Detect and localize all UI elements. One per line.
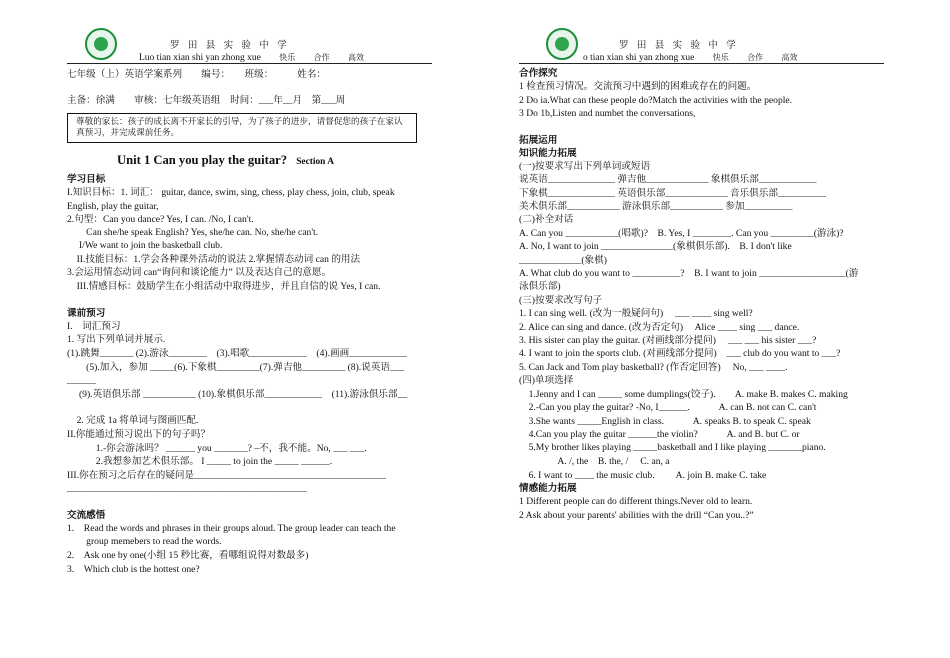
ext-subheading: 知识能力拓展: [519, 148, 577, 159]
meta-line-1: 七年级（上）英语学案系列 编号： 班级： 姓名：: [67, 69, 327, 80]
school-logo-icon: [85, 28, 117, 60]
preview-line: (5).加入，参加 _____(6).下象棋_________(7).弹吉他_________ (8).说英语___: [67, 362, 405, 373]
preview-line: II.你能通过预习说出下的句子吗？: [67, 429, 211, 440]
header-rule: [519, 63, 884, 64]
unit-title-text: Unit 1 Can you play the guitar?: [117, 153, 288, 167]
preview-line: III.你在预习之后存在的疑问是________________________________________: [67, 470, 386, 481]
goal-line: Can she/he speak English? Yes, she/he can. No, she/he can't.: [67, 227, 319, 238]
goal-line: II.技能目标：1.学会各种课外活动的说法 2.掌握情态动词 can 的用法: [67, 254, 361, 265]
ext-line: 美术俱乐部___________ 游泳俱乐部___________ 参加__________: [519, 201, 793, 212]
school-pinyin: [139, 52, 364, 63]
section-label: Section A: [296, 157, 334, 167]
coop-heading: 合作探究: [519, 68, 558, 79]
preview-line: 1. 写出下列单词并展示.: [67, 334, 166, 345]
preview-line: 2. 完成 1a 将单词与图画匹配.: [67, 415, 199, 426]
ext-line: 3. His sister can play the guitar. (对画线部分提问) ___ ___ his sister ___?: [519, 335, 817, 346]
ext-line: 5.My brother likes playing _____basketball and I like playing _______piano.: [519, 442, 826, 453]
ext-line: 4.Can you play the guitar ______the violin? A. and B. but C. or: [519, 429, 800, 440]
coop-line: 2 Do ia.What can these people do?Match the activities with the people.: [519, 95, 793, 106]
emo-heading: 情感能力拓展: [519, 483, 577, 494]
pinyin-text: o tian xian shi yan zhong xue: [583, 53, 695, 63]
ext-line: 5. Can Jack and Tom play basketball? (作否定回答) No, ___ ____.: [519, 362, 788, 373]
ext-line: 6. I want to ____ the music club. A. join B. make C. take: [519, 470, 767, 481]
ext-heading: 拓展运用: [519, 135, 558, 146]
exchange-line: 3. Which club is the hottest one?: [67, 564, 200, 575]
ext-line: (四)单项选择: [519, 375, 574, 386]
ext-line: _____________(象棋): [519, 255, 607, 266]
exchange-heading: 交流感悟: [67, 510, 106, 521]
ext-line: 下象棋______________ 英语俱乐部_____________ 音乐俱乐部__________: [519, 188, 826, 199]
ext-line: (三)按要求改写句子: [519, 295, 603, 306]
preview-line: ______: [67, 375, 96, 386]
emo-line: 1 Different people can do different things.Never old to learn.: [519, 496, 753, 507]
ext-line: 说英语______________ 弹吉他_____________ 象棋俱乐部____________: [519, 174, 817, 185]
ext-line: A. No, I want to join _______________(象棋俱乐部). B. I don't like: [519, 241, 792, 252]
meta-line-2: 主备：徐满 审核：七年级英语组 时间：___年__月 第___周: [67, 95, 346, 106]
ext-line: A. /, the B. the, / C. an, a: [519, 456, 670, 467]
ext-line: A. Can you ___________(唱歌)? B. Yes, I ________. Can you _________(游泳)?: [519, 228, 844, 239]
preview-heading: 课前预习: [67, 308, 106, 319]
exchange-line: 2. Ask one by one(小组 15 秒比赛，看哪组说得对数最多): [67, 550, 309, 561]
left-page: [67, 0, 432, 575]
parent-notice: 尊敬的家长：孩子的成长离不开家长的引导，为了孩子的进步，请督促您的孩子在家认真预习，并完成课前任务。: [67, 113, 417, 143]
school-logo-icon: [546, 28, 578, 60]
goal-line: 2.句型：Can you dance? Yes, I can. /No, I can't.: [67, 214, 254, 225]
school-name: 罗 田 县 实 验 中 学: [619, 41, 739, 51]
preview-line: (9).英语俱乐部 ___________ (10).象棋俱乐部____________ (11).游泳俱乐部__: [67, 389, 408, 400]
ext-line: 1. I can sing well. (改为一般疑问句) ___ ____ sing well?: [519, 308, 753, 319]
motto-efficient: 高效: [781, 53, 798, 62]
ext-line: (二)补全对话: [519, 214, 574, 225]
exchange-line: group memebers to read the words.: [67, 536, 222, 547]
goal-line: English, play the guitar,: [67, 201, 159, 212]
coop-line: 1 检查预习情况。交流预习中遇到的困难或存在的问题。: [519, 81, 757, 92]
preview-line: I. 词汇预习: [67, 321, 121, 332]
header-rule: [67, 63, 432, 64]
page-header: [519, 0, 884, 70]
motto-cooperate: 合作: [313, 53, 330, 62]
school-pinyin: [583, 52, 797, 63]
exchange-line: 1. Read the words and phrases in their groups aloud. The group leader can teach the: [67, 523, 396, 534]
motto-cooperate: 合作: [747, 53, 764, 62]
goal-line: I.知识目标：1. 词汇： guitar, dance, swim, sing, chess, play chess, join, club, speak: [67, 187, 395, 198]
preview-line: 1.-你会游泳吗？ ______ you _______? –不，我不能。No, ___ ___.: [67, 443, 367, 454]
motto-happy: 快乐: [712, 53, 729, 62]
ext-line: 3.She wants _____English in class. A. speaks B. to speak C. speak: [519, 416, 811, 427]
ext-line: 泳俱乐部): [519, 281, 561, 292]
goal-line: 3.会运用情态动词 can“询问和谈论能力” 以及表达自己的意愿。: [67, 267, 332, 278]
ext-line: 2. Alice can sing and dance. (改为否定句) Alice ____ sing ___ dance.: [519, 322, 800, 333]
preview-line: 2.我想参加艺术俱乐部。 I _____ to join the _____ ______.: [67, 456, 333, 467]
goal-line: III.情感目标：鼓励学生在小组活动中取得进步，并且自信的说 Yes, I can.: [67, 281, 381, 292]
right-page: [519, 0, 884, 521]
coop-line: 3 Do 1b,Listen and numbet the conversations,: [519, 108, 696, 119]
preview-line: (1).跳舞_______ (2).游泳________ (3).唱歌____________ (4).画画____________: [67, 348, 407, 359]
ext-line: A. What club do you want to __________? B. I want to join __________________(游: [519, 268, 859, 279]
preview-line: __________________________________________________: [67, 483, 307, 494]
school-name: 罗 田 县 实 验 中 学: [170, 41, 290, 51]
motto-efficient: 高效: [348, 53, 365, 62]
ext-line: 1.Jenny and I can _____ some dumplings(饺子). A. make B. makes C. making: [519, 389, 848, 400]
ext-line: 4. I want to join the sports club. (对画线部分提问) ___ club do you want to ___?: [519, 348, 841, 359]
emo-line: 2 Ask about your parents' abilities with the drill “Can you..?”: [519, 510, 754, 521]
page-header: [67, 0, 432, 70]
motto-happy: 快乐: [279, 53, 296, 62]
goals-heading: 学习目标: [67, 174, 106, 185]
ext-line: 2.-Can you play the guitar? -No, I______. A. can B. not can C. can't: [519, 402, 817, 413]
pinyin-text: Luo tian xian shi yan zhong xue: [139, 53, 261, 63]
unit-title: [117, 153, 334, 168]
goal-line: I/We want to join the basketball club.: [67, 240, 223, 251]
ext-line: (一)按要求写出下列单词或短语: [519, 161, 651, 172]
